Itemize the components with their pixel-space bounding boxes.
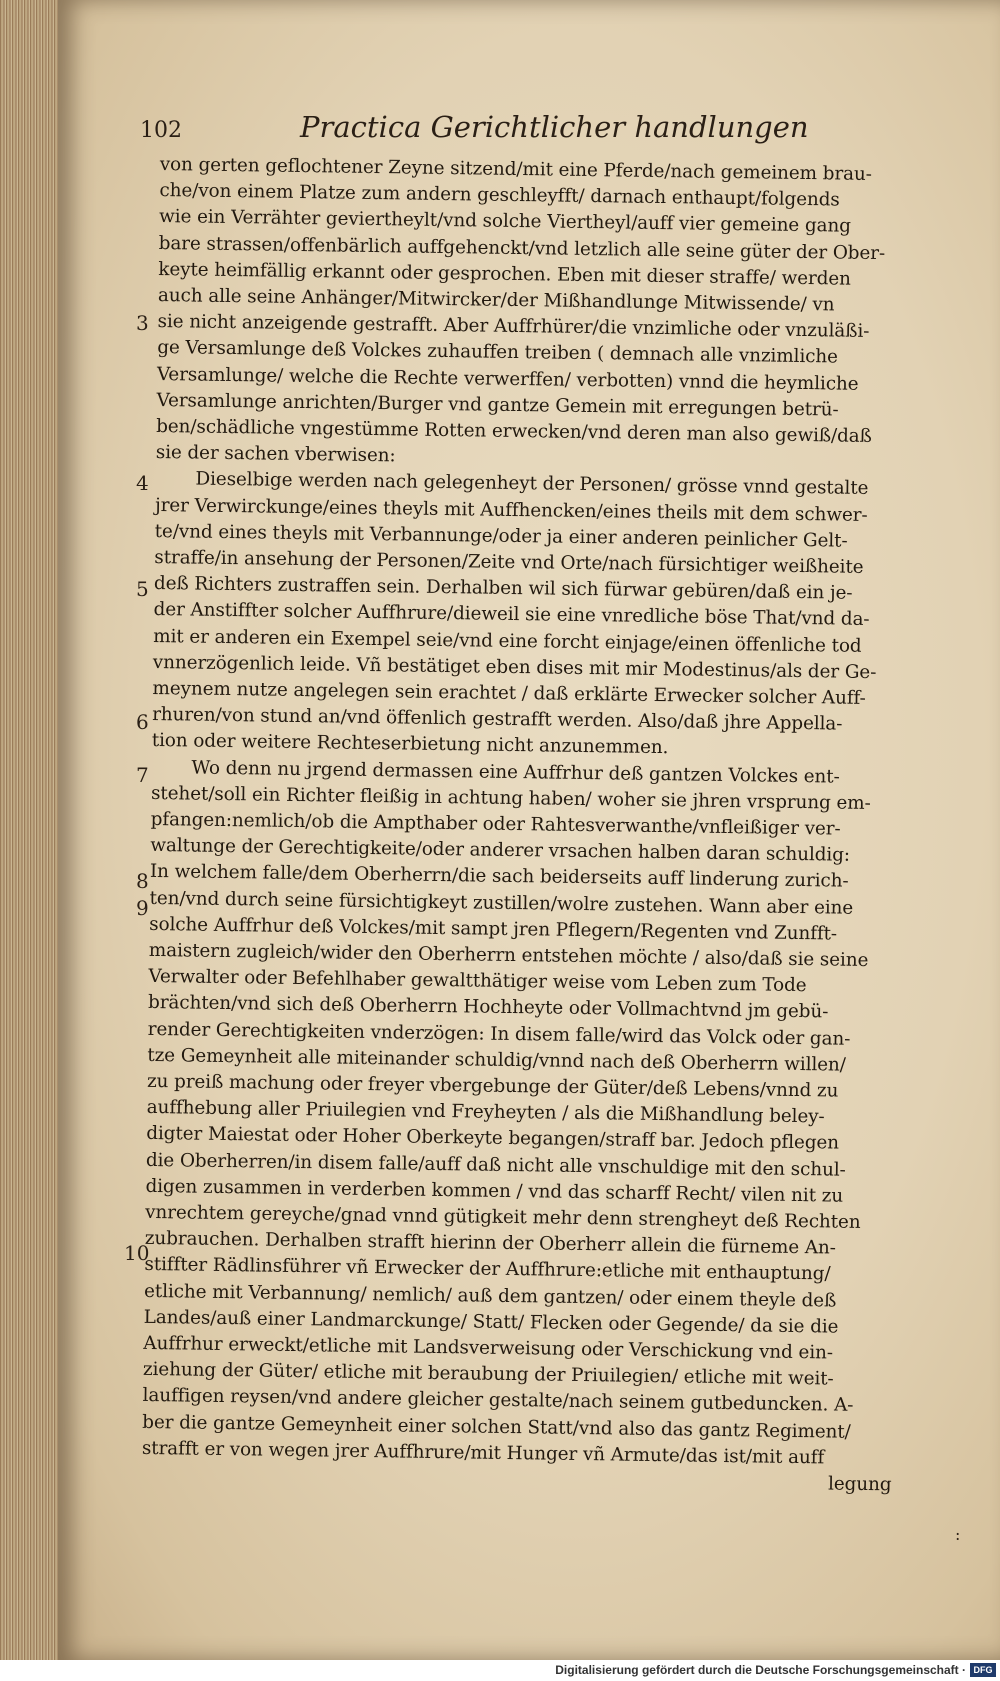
- text-line: Wo denn nu jrgend dermassen eine Auffrhur deß gantzen Volckes ent-: [191, 757, 840, 788]
- margin-number: 3: [136, 311, 149, 336]
- text-line: legung: [827, 1473, 892, 1496]
- margin-number: 9: [136, 895, 149, 920]
- text-line: pfangen:nemlich/ob die Ampthaber oder Rahtesverwanthe/vnfleißiger ver-: [150, 808, 841, 840]
- text-line: ten/vnd durch seine fürsichtigkeyt zustillen/wolre zustehen. Wann aber eine: [149, 887, 854, 919]
- corner-mark: :: [955, 1525, 961, 1544]
- running-title: Practica Gerichtlicher handlungen: [300, 110, 809, 144]
- text-line: render Gerechtigkeiten vnderzögen: In disem falle/wird das Volck oder gan-: [147, 1018, 851, 1050]
- text-line: solche Auffrhur deß Volckes/mit sampt jren Pflegern/Regenten vnd Zunfft-: [149, 913, 838, 945]
- text-line: ziehung der Güter/ etliche mit beraubung der Priuilegien/ etliche mit weit-: [142, 1359, 834, 1390]
- text-line: In welchem falle/dem Oberherrn/die sach beiderseits auff linderung zurich-: [149, 861, 849, 893]
- text-line: vnnerzögenlich leide. Vñ bestätiget eben dises mit mir Modestinus/als der Ge-: [152, 651, 877, 683]
- text-line: jrer Verwirckunge/eines theyls mit Auffhencken/eines theils mit dem schwer-: [154, 494, 868, 526]
- text-line: auch alle seine Anhänger/Mitwircker/der Mißhandlunge Mitwissende/ vn: [157, 284, 835, 316]
- text-line: keyte heimfällig erkannt oder gesprochen. Eben mit dieser straffe/ werden: [158, 258, 852, 290]
- text-line: meynem nutze angelegen sein erachtet / daß erklärte Erwecker solcher Auff-: [152, 677, 866, 709]
- text-line: sie nicht anzeigende gestrafft. Aber Auffrhürer/die vnzimliche oder vnzuläßi-: [157, 311, 870, 343]
- text-line: brächten/vnd sich deß Oberherrn Hochheyte oder Vollmachtvnd jm gebü-: [147, 992, 829, 1023]
- book-edge: [0, 0, 62, 1660]
- margin-number: 8: [136, 869, 149, 894]
- text-line: Auffrhur erweckt/etliche mit Landsverweisung oder Verschickung vnd ein-: [143, 1332, 834, 1364]
- text-line: auffhebung aller Priuilegien vnd Freyheyten / als die Mißhandlung beley-: [146, 1097, 825, 1128]
- text-line: digter Maiestat oder Hoher Oberkeyte begangen/straff bar. Jedoch pflegen: [146, 1123, 840, 1154]
- margin-number: 7: [136, 762, 149, 787]
- text-line: ge Versamlunge deß Volckes zuhauffen treiben ( demnach alle vnzimliche: [157, 337, 839, 368]
- text-line: che/von einem Platze zum andern geschleyfft/ darnach enthaupt/folgends: [159, 180, 840, 211]
- text-line: straffe/in ansehung der Personen/Zeite vnd Orte/nach fürsichtiger weißheite: [154, 546, 864, 578]
- text-line: ben/schädliche vngestümme Rotten erwecken/vnd deren man also gewiß/daß: [156, 415, 872, 447]
- text-line: bare strassen/offenbärlich auffgehenckt/vnd letzlich alle seine güter der Ober-: [158, 232, 886, 264]
- text-line: waltunge der Gerechtigkeite/oder anderer vrsachen halben daran schuldig:: [150, 835, 851, 866]
- page-number: 102: [140, 118, 182, 143]
- text-line: maistern zugleich/wider den Oberherrn entstehen möchte / also/daß sie seine: [148, 939, 869, 971]
- text-line: tion oder weitere Rechteserbietung nicht anzunemmen.: [151, 730, 669, 759]
- text-line: zubrauchen. Derhalben strafft hierinn der Oberherr allein die fürneme An-: [144, 1228, 837, 1259]
- text-line: Verwalter oder Befehlhaber gewaltthätiger weise vom Leben zum Tode: [148, 966, 807, 997]
- text-line: tze Gemeynheit alle miteinander schuldig/vnnd nach deß Oberherrn willen/: [147, 1044, 846, 1076]
- text-line: sie der sachen vberwisen:: [155, 442, 396, 467]
- text-line: etliche mit Verbannung/ nemlich/ auß dem gantzen/ oder einem theyle deß: [143, 1280, 837, 1312]
- text-line: zu preiß machung oder freyer vbergebunge der Güter/deß Lebens/vnnd zu: [146, 1070, 839, 1102]
- margin-number: 10: [124, 1240, 150, 1265]
- text-line: deß Richters zustraffen sein. Derhalben wil sich fürwar gebüren/daß ein je-: [153, 573, 853, 604]
- text-line: die Oberherren/in disem falle/auff daß nicht alle vnschuldige mit den schul-: [145, 1149, 846, 1181]
- text-line: strafft er von wegen jrer Auffhrure/mit Hunger vñ Armute/das ist/mit auff: [141, 1437, 825, 1469]
- text-line: Versamlunge/ welche die Rechte verwerffen/ verbotten) vnnd die heymliche: [156, 363, 859, 395]
- credit-line: Digitalisierung gefördert durch die Deutsche Forschungsgemeinschaft ·: [555, 1663, 966, 1677]
- dfg-logo: DFG: [970, 1663, 996, 1677]
- text-line: wie ein Verrähter geviertheylt/vnd solche Viertheyl/auff vier gemeine gang: [158, 206, 852, 238]
- text-line: stehet/soll ein Richter fleißig in achtung haben/ woher sie jhren vrsprung em-: [150, 782, 871, 814]
- text-line: te/vnd eines theyls mit Verbannunge/oder ja einer anderen peinlicher Gelt-: [154, 520, 848, 552]
- text-line: der Anstiffter solcher Auffhrure/dieweil sie eine vnredliche böse That/vnd da-: [153, 599, 870, 631]
- text-line: von gerten geflochtener Zeyne sitzend/mit eine Pferde/nach gemeinem brau-: [159, 153, 872, 185]
- footer-bar: [0, 1660, 1000, 1681]
- margin-number: 4: [136, 470, 149, 495]
- text-line: lauffigen reysen/vnd andere gleicher gestalte/nach seinem gutbeduncken. A-: [142, 1385, 854, 1417]
- text-line: Versamlunge anrichten/Burger vnd gantze Gemein mit erregungen betrü-: [156, 389, 839, 421]
- text-line: Dieselbige werden nach gelegenheyt der Personen/ grösse vnnd gestalte: [195, 468, 869, 500]
- margin-number: 6: [136, 709, 149, 734]
- page-header: [140, 110, 860, 150]
- text-line: rhuren/von stund an/vnd öffenlich gestrafft werden. Also/daß jhre Appella-: [151, 704, 843, 735]
- text-line: digen zusammen in verderben kommen / vnd das scharff Recht/ vilen nit zu: [145, 1175, 844, 1207]
- text-line: ber die gantze Gemeynheit einer solchen Statt/vnd also das gantz Regiment/: [142, 1411, 851, 1443]
- margin-number: 5: [136, 576, 149, 601]
- text-line: vnrechtem gereyche/gnad vnnd gütigkeit mehr denn strengheyt deß Rechten: [145, 1201, 861, 1233]
- text-line: Landes/auß einer Landmarckunge/ Statt/ Flecken oder Gegende/ da sie die: [143, 1306, 839, 1338]
- text-line: mit er anderen ein Exempel seie/vnd eine forcht einjage/einen öffenliche tod: [153, 625, 862, 657]
- text-line: stiffter Rädlinsführer vñ Erwecker der Auffhrure:etliche mit enthauptung/: [144, 1254, 831, 1285]
